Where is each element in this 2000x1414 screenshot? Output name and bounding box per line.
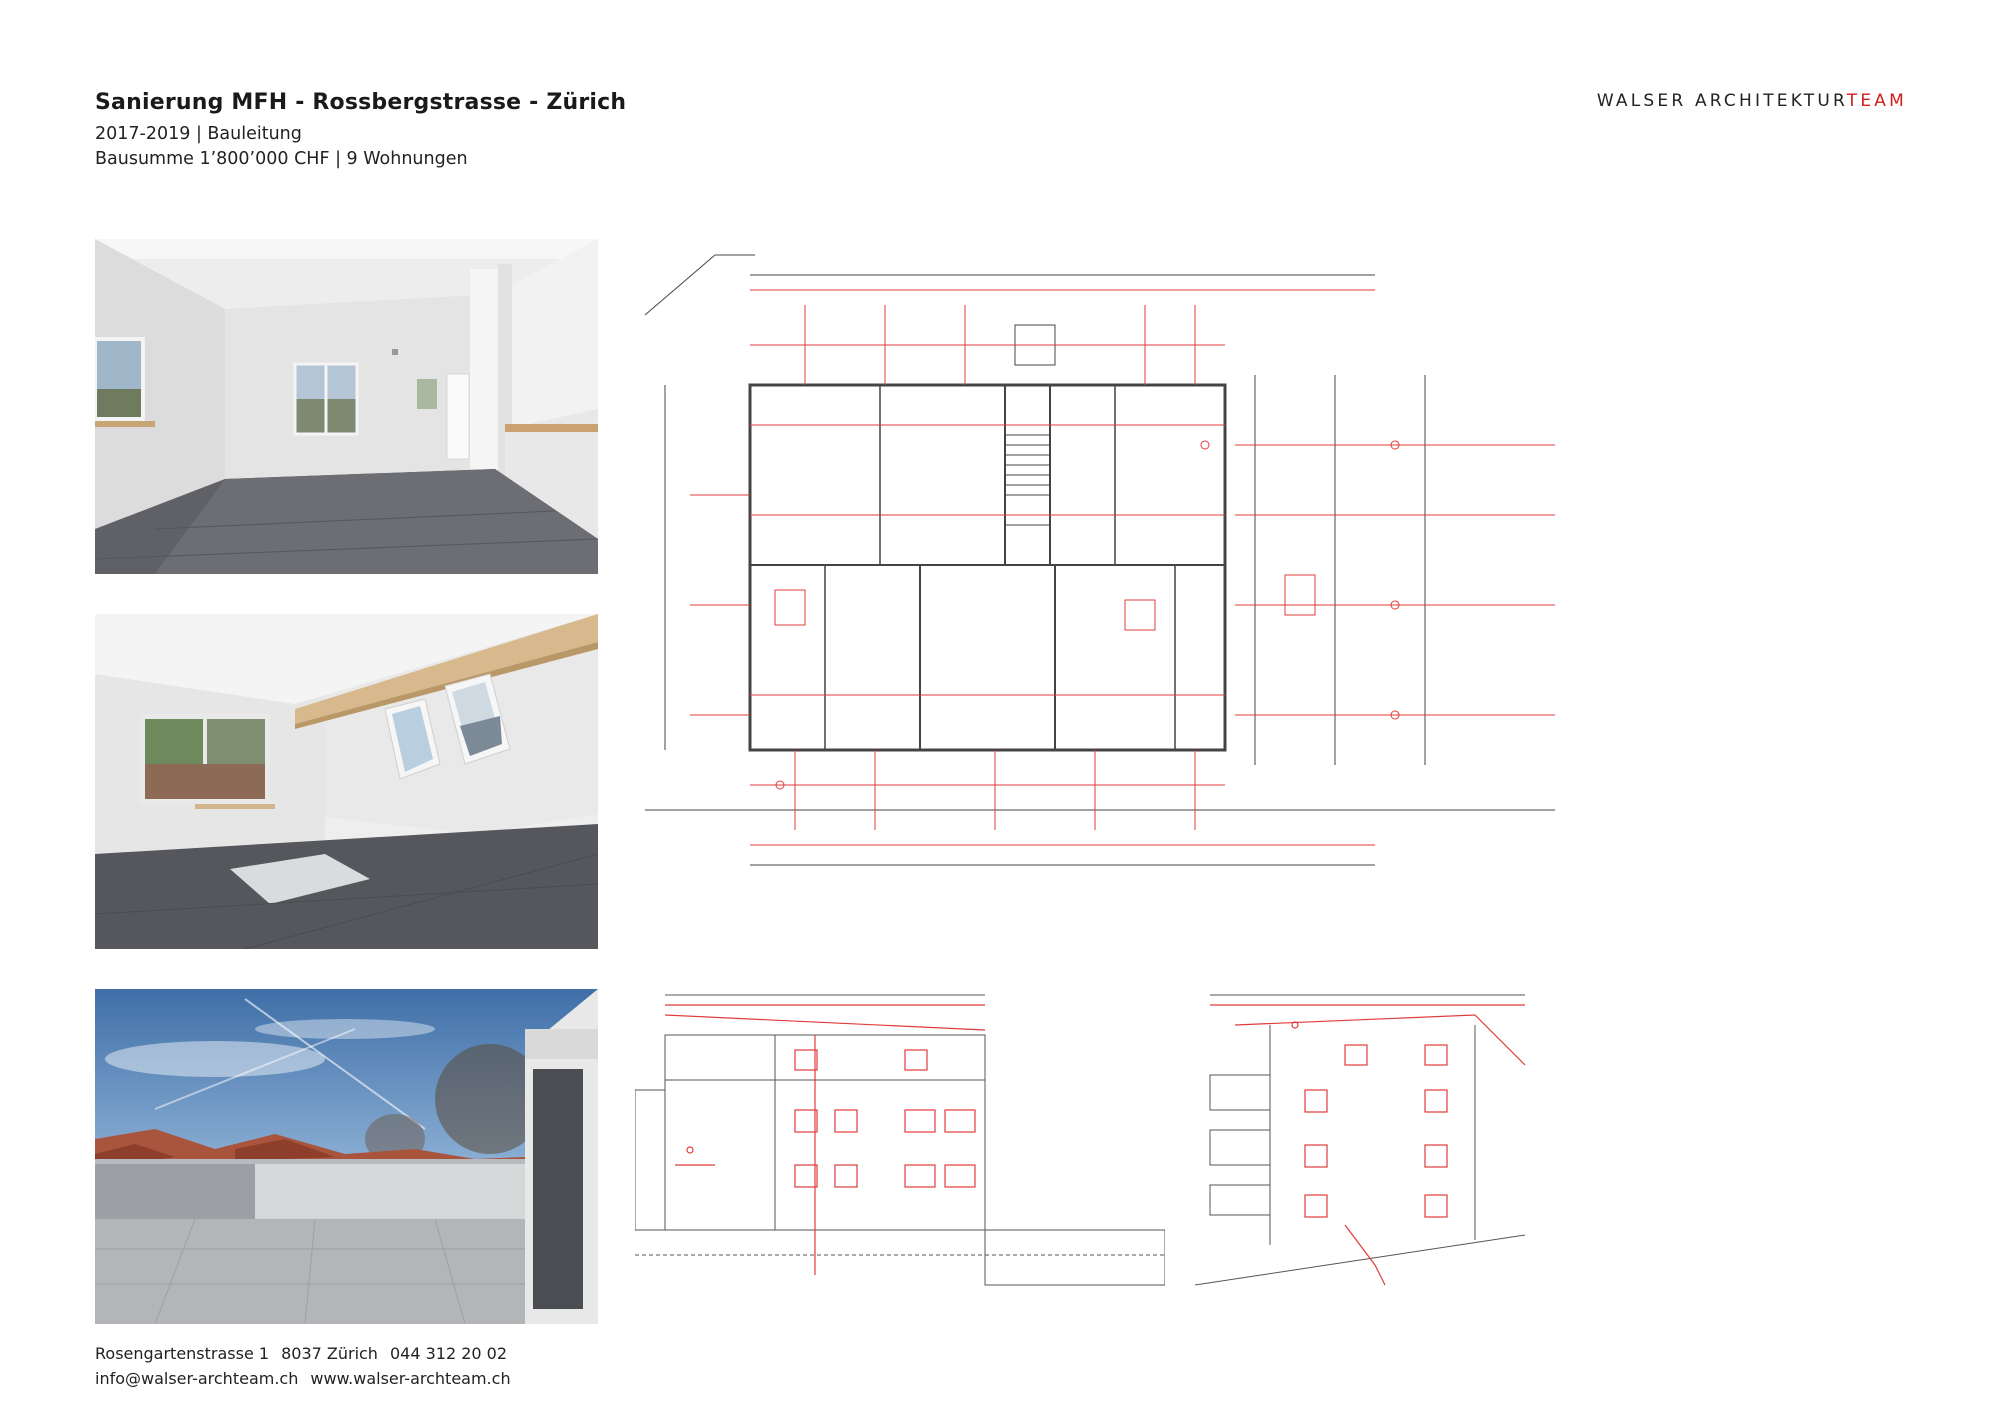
floor-plan-drawing	[635, 245, 1555, 885]
page-title: Sanierung MFH - Rossbergstrasse - Zürich	[95, 90, 627, 115]
footer-city: 8037 Zürich	[281, 1344, 378, 1363]
photo-interior-living-room	[95, 239, 598, 574]
photo-attic-room	[95, 614, 598, 949]
brand-logo	[1597, 91, 1907, 111]
brand-logo-accent: TEAM	[1846, 91, 1907, 111]
brand-logo-main: WALSER ARCHITEKTUR	[1596, 91, 1847, 111]
footer-street: Rosengartenstrasse 1	[95, 1344, 270, 1363]
footer-address	[95, 1344, 519, 1363]
footer-web[interactable]: www.walser-archteam.ch	[310, 1369, 511, 1388]
footer-email[interactable]: info@walser-archteam.ch	[95, 1369, 299, 1388]
project-period: 2017-2019 | Bauleitung	[95, 124, 302, 144]
footer-phone: 044 312 20 02	[389, 1344, 508, 1363]
facade-elevation-drawing	[635, 985, 1165, 1310]
photo-roof-terrace	[95, 989, 598, 1324]
footer-contact	[95, 1369, 523, 1388]
side-elevation-drawing	[1195, 985, 1555, 1310]
project-budget: Bausumme 1’800’000 CHF | 9 Wohnungen	[95, 149, 468, 169]
